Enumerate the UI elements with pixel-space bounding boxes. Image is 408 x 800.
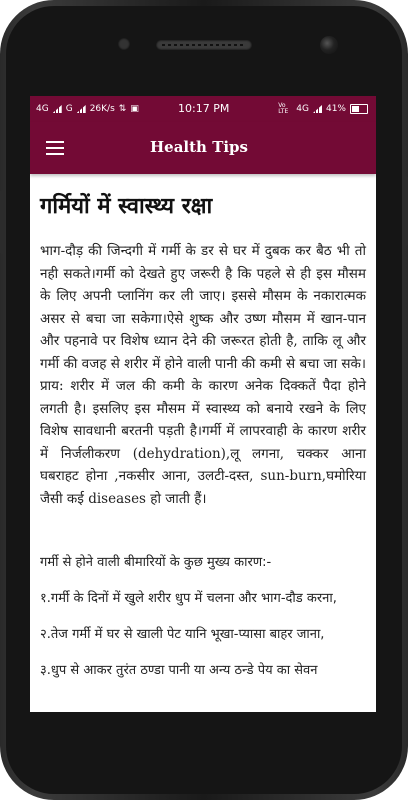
cause-item-3: ३.धुप से आकर तुरंत ठण्डा पानी या अन्य ठन्डे पेय का सेवन <box>40 663 318 678</box>
status-time: 10:17 PM <box>178 102 230 115</box>
volume-button <box>0 190 4 254</box>
wifi-icon: ⇅ <box>118 104 127 114</box>
status-bar <box>30 96 376 122</box>
menu-icon[interactable] <box>46 136 70 160</box>
cause-item-1: १.गर्मी के दिनों में खुले शरीर धुप में चलना और भाग-दौड करना, <box>40 591 337 606</box>
notification-icon: ▣ <box>130 104 139 114</box>
article-content[interactable] <box>30 174 376 712</box>
article-body: भाग-दौड़ की जिन्दगी में गर्मी के डर से घर में दुबक कर बैठ भी तो नही सकते।गर्मी को देखते हुए जरूरी है कि पहले से ही इस मौसम के लिए अपनी प्लानिंग कर ली जाए। इससे मौसम के नकारात्मक असर से बचा जा सकेगा।ऐसे शुष्क और उष्ण मौसम में खान-पान और पहनावे पर विशेष ध्यान देने की जरूरत होती है, ताकि लू और गर्मी की वजह से शरीर में होने वाली पानी की कमी से बचा जा सके।प्राय: शरीर में जल की कमी के कारण अनेक दिक्कतें पैदा होने लगती है। इसलिए इस मौसम में स्वास्थ्य को बनाये रखने के लिए विशेष सावधानी बरतनी पड़ती है।गर्मी में लापरवाही के कारण शरीर में निर्जलीकरण (dehydration),लू लगना, चक्कर आना घबराहट होना ,नकसीर आना, उलटी-दस्त, sun-burn,घमोरिया जैसी कई diseases हो जाती हैं। <box>40 243 366 507</box>
signal-icon-3 <box>313 105 322 113</box>
signal-icon <box>53 105 62 113</box>
cause-item-2: २.तेज गर्मी में घर से खाली पेट यानि भूखा-प्यासा बाहर जाना, <box>40 627 325 642</box>
causes-heading: गर्मी से होने वाली बीमारियों के कुछ मुख्य कारण:- <box>40 555 272 570</box>
proximity-sensor <box>118 38 130 50</box>
speaker-grill <box>162 44 246 46</box>
power-button <box>404 176 408 246</box>
screen <box>30 96 376 712</box>
signal-icon-2 <box>77 105 86 113</box>
article-title: गर्मियों में स्वास्थ्य रक्षा <box>40 194 213 219</box>
volte-indicator: Vo LTE <box>278 102 289 115</box>
battery-icon <box>350 104 368 114</box>
network-type-right: 4G <box>296 104 309 114</box>
battery-percent: 41% <box>325 104 346 114</box>
front-camera <box>320 36 338 54</box>
data-speed: 26K/s <box>89 104 115 114</box>
app-bar <box>30 122 376 174</box>
status-left <box>36 96 139 122</box>
app-title: Health Tips <box>150 138 248 156</box>
network-type-left: 4G <box>36 104 49 114</box>
status-right <box>278 96 368 122</box>
network-type-mid: G <box>65 104 73 114</box>
